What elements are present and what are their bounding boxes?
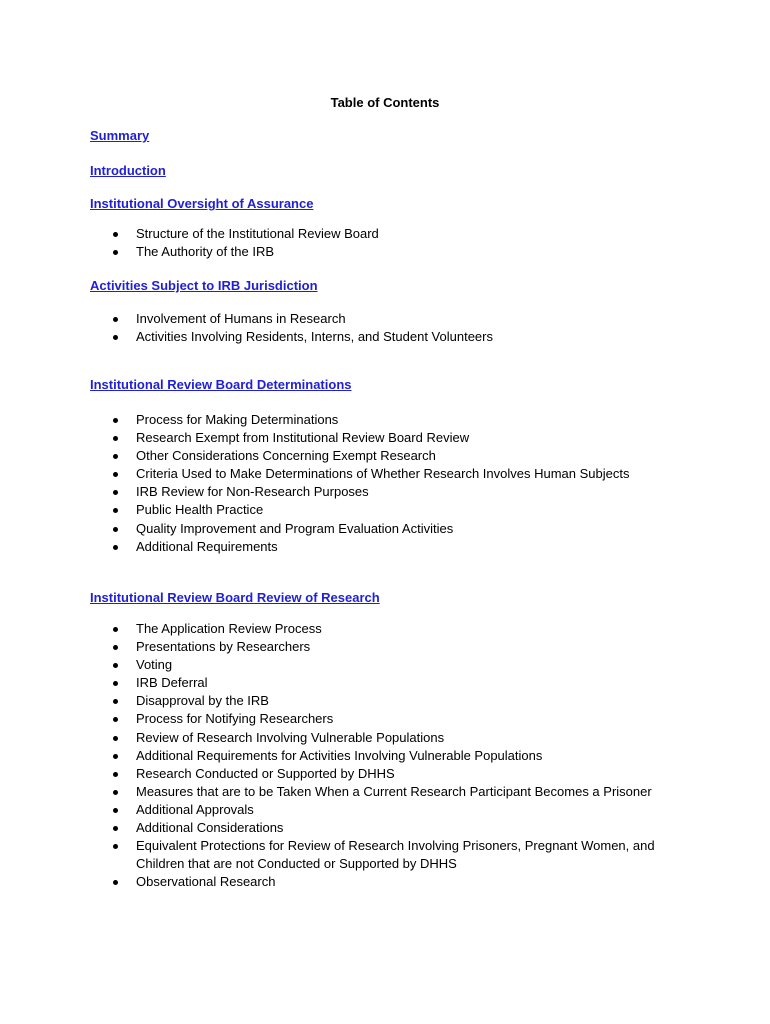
list-item: Disapproval by the IRB	[0, 692, 700, 710]
list-item: Presentations by Researchers	[0, 638, 700, 656]
list-item: Process for Notifying Researchers	[0, 710, 700, 728]
bullet-icon	[113, 844, 118, 849]
list-item: Activities Involving Residents, Interns, and Student Volunteers	[0, 328, 700, 346]
list-item: Additional Approvals	[0, 801, 700, 819]
bullet-icon	[113, 663, 118, 668]
bullet-icon	[113, 545, 118, 550]
bullet-icon	[113, 880, 118, 885]
bullet-icon	[113, 418, 118, 423]
toc-link-introduction[interactable]: Introduction	[90, 163, 166, 178]
list-item: IRB Deferral	[0, 674, 700, 692]
bullet-icon	[113, 436, 118, 441]
bullet-icon	[113, 645, 118, 650]
bullet-icon	[113, 790, 118, 795]
bullet-icon	[113, 754, 118, 759]
list-item: Research Exempt from Institutional Review Board Review	[0, 429, 700, 447]
list-item: Review of Research Involving Vulnerable Populations	[0, 729, 700, 747]
list-item: Observational Research	[0, 873, 700, 891]
bullet-icon	[113, 250, 118, 255]
list-item: The Application Review Process	[0, 620, 700, 638]
list-item: Additional Requirements for Activities Involving Vulnerable Populations	[0, 747, 700, 765]
bullet-icon	[113, 627, 118, 632]
list-item: The Authority of the IRB	[0, 243, 700, 261]
list-item: IRB Review for Non-Research Purposes	[0, 483, 700, 501]
bullet-icon	[113, 681, 118, 686]
toc-sublist-oversight	[0, 225, 700, 261]
toc-sublist-determinations	[0, 411, 700, 556]
toc-link-irb-determinations[interactable]: Institutional Review Board Determinations	[90, 377, 352, 392]
bullet-icon	[113, 472, 118, 477]
list-item: Measures that are to be Taken When a Current Research Participant Becomes a Prisoner	[0, 783, 700, 801]
bullet-icon	[113, 490, 118, 495]
list-item: Equivalent Protections for Review of Research Involving Prisoners, Pregnant Women, and Children that are not Conducted or Supported by DHHS	[0, 837, 700, 873]
toc-link-institutional-oversight[interactable]: Institutional Oversight of Assurance	[90, 196, 314, 211]
toc-sublist-review-of-research	[0, 620, 700, 891]
bullet-icon	[113, 826, 118, 831]
list-item: Involvement of Humans in Research	[0, 310, 700, 328]
list-item: Process for Making Determinations	[0, 411, 700, 429]
bullet-icon	[113, 736, 118, 741]
toc-link-summary[interactable]: Summary	[90, 128, 150, 143]
list-item: Public Health Practice	[0, 501, 700, 519]
toc-link-activities-subject[interactable]: Activities Subject to IRB Jurisdiction	[90, 278, 318, 293]
bullet-icon	[113, 232, 118, 237]
list-item: Other Considerations Concerning Exempt Research	[0, 447, 700, 465]
bullet-icon	[113, 317, 118, 322]
toc-sublist-activities	[0, 310, 700, 346]
toc-link-irb-review-of-research[interactable]: Institutional Review Board Review of Research	[90, 590, 380, 605]
bullet-icon	[113, 508, 118, 513]
list-item: Criteria Used to Make Determinations of Whether Research Involves Human Subjects	[0, 465, 700, 483]
bullet-icon	[113, 527, 118, 532]
list-item: Additional Considerations	[0, 819, 700, 837]
list-item: Quality Improvement and Program Evaluation Activities	[0, 520, 700, 538]
bullet-icon	[113, 717, 118, 722]
list-item: Structure of the Institutional Review Board	[0, 225, 700, 243]
page-title: Table of Contents	[330, 95, 440, 110]
list-item: Voting	[0, 656, 700, 674]
bullet-icon	[113, 454, 118, 459]
bullet-icon	[113, 335, 118, 340]
list-item: Additional Requirements	[0, 538, 700, 556]
bullet-icon	[113, 772, 118, 777]
bullet-icon	[113, 808, 118, 813]
list-item: Research Conducted or Supported by DHHS	[0, 765, 700, 783]
bullet-icon	[113, 699, 118, 704]
